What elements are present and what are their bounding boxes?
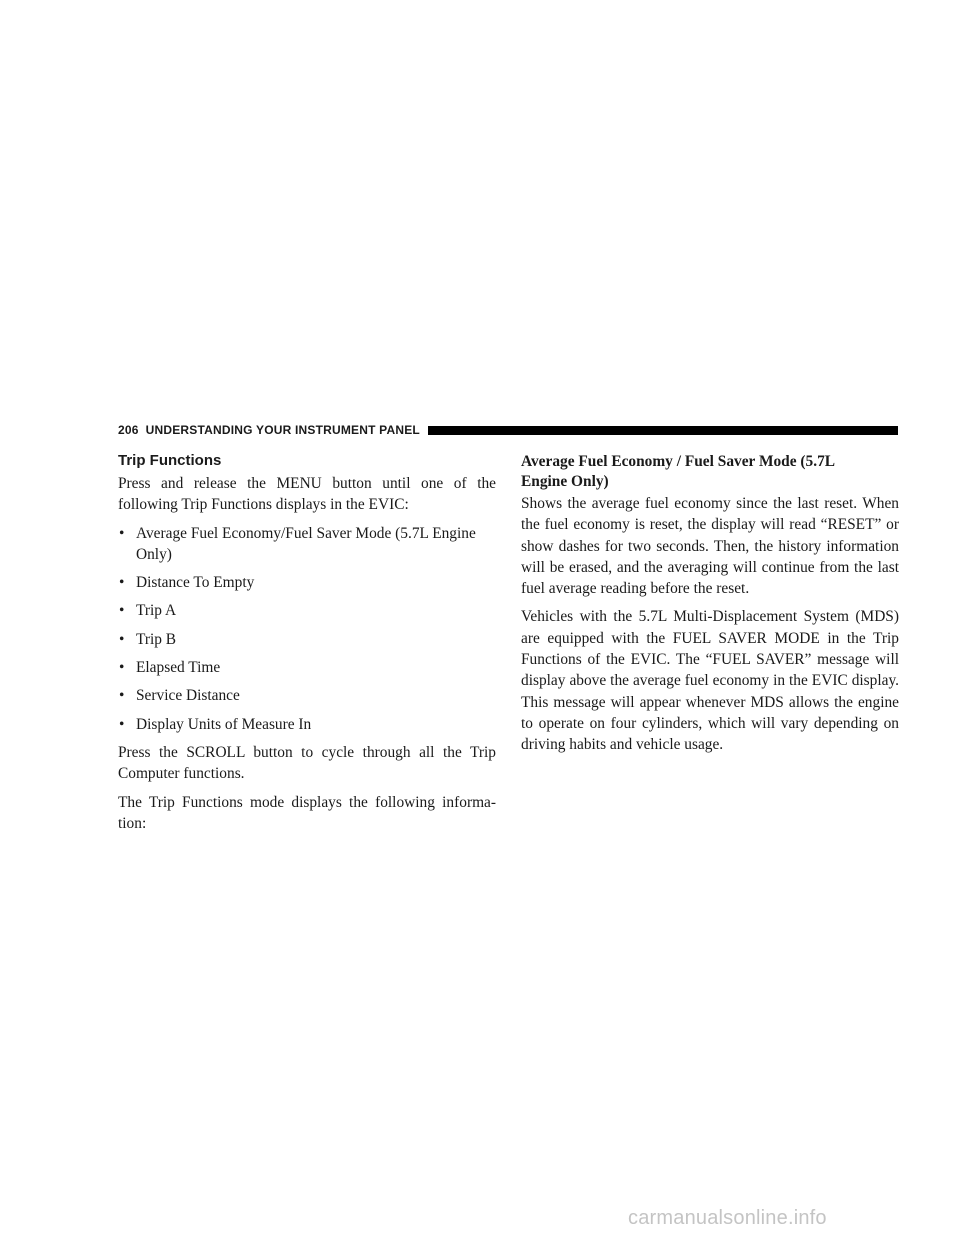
- header-rule: [428, 426, 898, 435]
- list-item: [118, 657, 496, 678]
- scroll-paragraph: Press the SCROLL button to cycle through all the Trip Computer functions.: [118, 743, 496, 783]
- bullet-icon: •: [119, 630, 125, 648]
- trip-functions-heading: Trip Functions: [118, 452, 222, 469]
- page-number: 206: [118, 423, 139, 437]
- list-item: [118, 685, 496, 706]
- section-title: UNDERSTANDING YOUR INSTRUMENT PANEL: [145, 423, 420, 437]
- list-item-text: Trip B: [136, 630, 177, 648]
- right-column: [521, 452, 899, 763]
- bullet-icon: •: [119, 524, 125, 542]
- list-item-text: Service Distance: [136, 687, 240, 705]
- bullet-icon: •: [119, 715, 125, 733]
- heading-line-2: Engine Only): [521, 473, 609, 490]
- bullet-icon: •: [119, 687, 125, 705]
- list-item: [118, 572, 496, 593]
- list-item-text: Elapsed Time: [136, 659, 221, 677]
- trip-functions-list: [118, 523, 496, 735]
- list-item-text: Trip A: [136, 602, 177, 620]
- bullet-icon: •: [119, 659, 125, 677]
- page-header: [118, 422, 898, 438]
- average-fuel-economy-heading: [521, 452, 899, 492]
- list-item: [118, 523, 496, 566]
- list-item-text: Average Fuel Economy/Fuel Saver Mode (5.7L Engine Only): [136, 524, 476, 563]
- list-item: [118, 629, 496, 650]
- intro-paragraph: Press and release the MENU button until one of the following Trip Functions displays in the EVIC:: [118, 475, 496, 514]
- fuel-economy-paragraph: Shows the average fuel economy since the last reset. When the fuel economy is reset, the display will read “RESET” or show dashes for two seconds. Then, the history information will be erased, and the averaging will continue from the last fuel average reading before the reset.: [521, 495, 899, 598]
- list-item: [118, 600, 496, 621]
- list-item: [118, 714, 496, 735]
- bullet-icon: •: [119, 602, 125, 620]
- watermark-text: carmanualsonline.info: [628, 1207, 827, 1229]
- list-item-text: Display Units of Measure In: [136, 715, 312, 733]
- list-item-text: Distance To Empty: [136, 574, 255, 592]
- heading-line-1: Average Fuel Economy / Fuel Saver Mode (5.7L: [521, 453, 836, 470]
- mds-paragraph: Vehicles with the 5.7L Multi-Displacement System (MDS) are equipped with the FUEL SAVER MODE in the Trip Functions of the EVIC. The “FUEL SAVER” message will display above the average fuel economy in the EVIC display. This message will appear whenever MDS allows the engine to operate on four cylinders, which will vary depending on driving habits and vehicle usage.: [521, 608, 899, 754]
- info-paragraph: The Trip Functions mode displays the following informa-tion:: [118, 793, 496, 832]
- bullet-icon: •: [119, 574, 125, 592]
- left-column: [118, 452, 496, 841]
